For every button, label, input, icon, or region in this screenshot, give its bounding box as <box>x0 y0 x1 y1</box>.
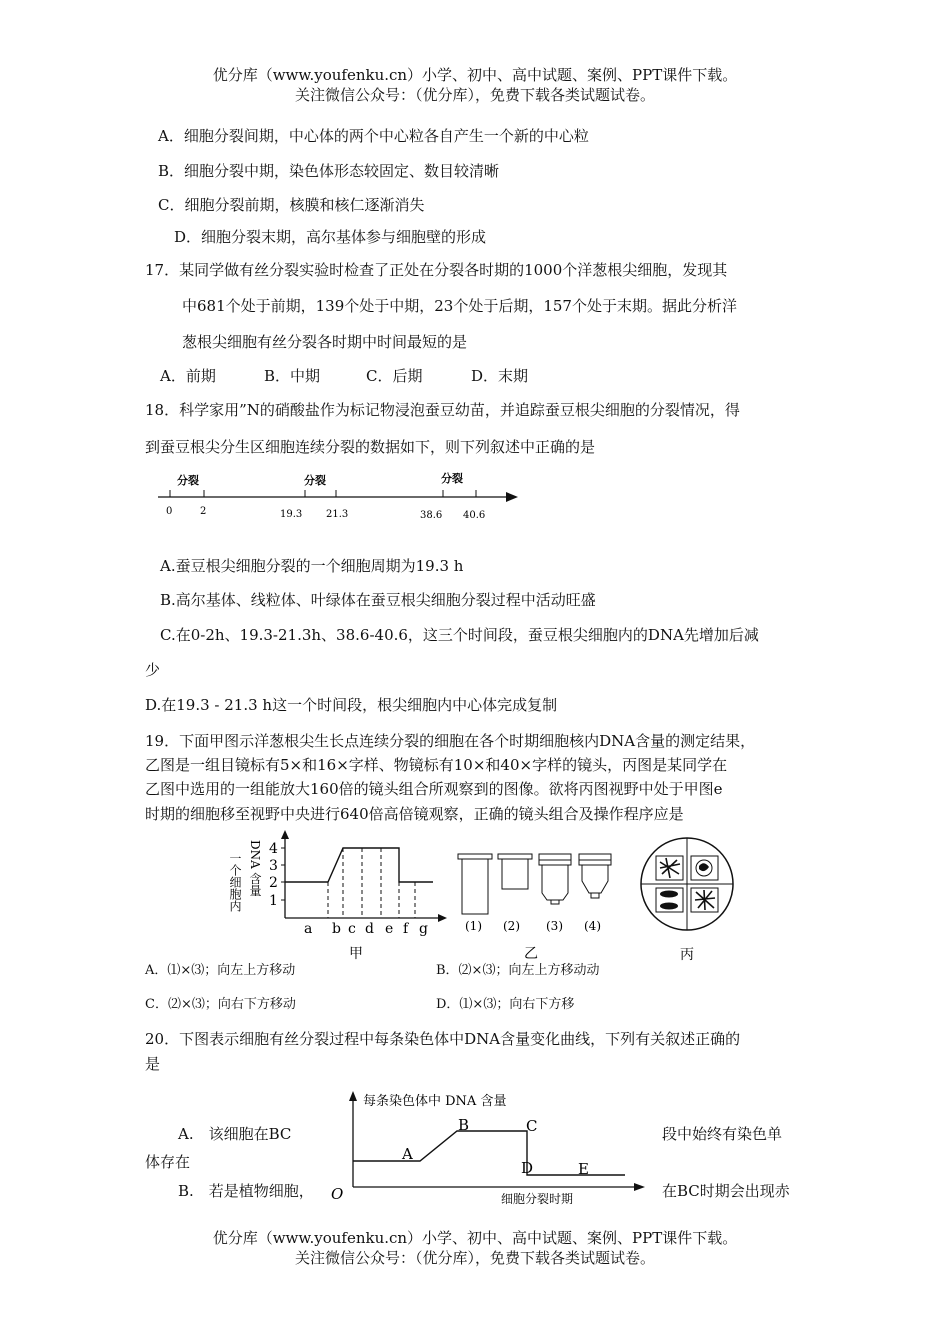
q20-point-c: C <box>526 1117 538 1135</box>
yi-label-1: (1) <box>465 919 482 933</box>
q20-point-a: A <box>402 1145 413 1163</box>
jia-caption: 甲 <box>349 946 363 962</box>
timeline-division-label-3: 分裂 <box>441 472 463 485</box>
q20-option-a-cont: 体存在 <box>145 1153 191 1171</box>
q17-line-3: 葱根尖细胞有丝分裂各时期中时间最短的是 <box>182 333 468 351</box>
jia-xtick-f: f <box>403 921 409 937</box>
q20-ylabel: 每条染色体中 DNA 含量 <box>363 1094 507 1109</box>
q17-option-a: A．前期 <box>160 367 216 385</box>
q18-option-c: C.在0-2h、19.3-21.3h、38.6-40.6，这三个时间段，蚕豆根尖细胞内的DNA先增加后减 <box>160 626 759 644</box>
timeline-tick-21-3: 21.3 <box>326 509 349 520</box>
yi-label-2: (2) <box>503 919 520 933</box>
q20-point-e: E <box>578 1160 589 1178</box>
jia-ytick-1: 1 <box>269 893 278 909</box>
q20-point-d: D <box>521 1159 534 1177</box>
jia-ylabel-b: 细胞内 <box>228 876 242 912</box>
jia-ylabel-a: 一个 <box>228 852 242 876</box>
q18-option-d: D.在19.3 - 21.3 h这一个时间段，根尖细胞内中心体完成复制 <box>145 696 558 714</box>
q17-option-d: D．末期 <box>471 367 529 385</box>
fig-bing <box>632 834 742 964</box>
q18-option-b: B.高尔基体、线粒体、叶绿体在蚕豆根尖细胞分裂过程中活动旺盛 <box>160 591 596 609</box>
q19-option-d: D．⑴×⑶；向右下方移 <box>436 997 575 1012</box>
q17-line-1: 17．某同学做有丝分裂实验时检查了正处在分裂各时期的1000个洋葱根尖细胞，发现其 <box>145 261 728 279</box>
bing-caption: 丙 <box>680 947 694 963</box>
q17-line-2: 中681个处于前期，139个处于中期，23个处于后期，157个处于末期。据此分析洋 <box>182 297 737 315</box>
yi-label-3: (3) <box>546 919 563 933</box>
q19-option-c: C．⑵×⑶；向右下方移动 <box>145 997 296 1012</box>
q16-option-b: B．细胞分裂中期，染色体形态较固定、数目较清晰 <box>158 162 500 180</box>
q17-option-c: C．后期 <box>366 367 423 385</box>
jia-xtick-g: g <box>419 921 428 937</box>
timeline-tick-38-6: 38.6 <box>420 510 443 521</box>
yi-label-4: (4) <box>584 919 601 933</box>
jia-xtick-a: a <box>304 921 313 937</box>
yi-caption: 乙 <box>524 946 538 962</box>
header-line-1: 优分库（www.youfenku.cn）小学、初中、高中试题、案例、PPT课件下载。 <box>212 66 738 84</box>
q20-option-b-right: 在BC时期会出现赤 <box>662 1182 790 1200</box>
q18-option-c-cont: 少 <box>145 661 161 679</box>
footer-line-2: 关注微信公众号：（优分库），免费下载各类试题试卷。 <box>294 1249 655 1267</box>
q18-option-a: A.蚕豆根尖细胞分裂的一个细胞周期为19.3 h <box>160 557 464 575</box>
fig-yi <box>452 848 624 963</box>
q20-chart <box>325 1085 655 1210</box>
jia-ylabel-c: DNA 含量 <box>248 840 262 897</box>
q17-option-b: B．中期 <box>264 367 321 385</box>
timeline-tick-40-6: 40.6 <box>463 510 486 521</box>
jia-xtick-c: c <box>348 921 356 937</box>
q20-xlabel: 细胞分裂时期 <box>501 1192 574 1206</box>
q19-line-1: 19．下面甲图示洋葱根尖生长点连续分裂的细胞在各个时期细胞核内DNA含量的测定结果， <box>145 732 756 750</box>
jia-ytick-3: 3 <box>269 858 278 874</box>
q19-line-2: 乙图是一组目镜标有5×和16×字样、物镜标有10×和40×字样的镜头，丙图是某同学在 <box>145 756 728 774</box>
jia-xtick-d: d <box>365 921 374 937</box>
q16-option-a: A．细胞分裂间期，中心体的两个中心粒各自产生一个新的中心粒 <box>158 127 589 145</box>
q20-line-2: 是 <box>145 1055 161 1073</box>
q18-line-1: 18．科学家用”N的硝酸盐作为标记物浸泡蚕豆幼苗，并追踪蚕豆根尖细胞的分裂情况，得 <box>145 401 740 419</box>
footer-line-1: 优分库（www.youfenku.cn）小学、初中、高中试题、案例、PPT课件下载。 <box>212 1229 738 1247</box>
q16-option-d: D．细胞分裂末期，高尔基体参与细胞壁的形成 <box>174 228 487 246</box>
q16-option-c: C．细胞分裂前期，核膜和核仁逐渐消失 <box>158 196 425 214</box>
timeline-division-label-2: 分裂 <box>304 474 326 487</box>
fig-jia <box>225 830 465 965</box>
q20-line-1: 20．下图表示细胞有丝分裂过程中每条染色体中DNA含量变化曲线，下列有关叙述正确的 <box>145 1030 741 1048</box>
timeline-tick-19-3: 19.3 <box>280 509 303 520</box>
timeline-tick-2: 2 <box>200 506 207 517</box>
jia-xtick-e: e <box>385 921 394 937</box>
q19-option-b: B．⑵×⑶；向左上方移动动 <box>436 963 600 978</box>
q20-point-b: B <box>458 1116 470 1134</box>
jia-xtick-b: b <box>332 921 341 937</box>
jia-ytick-4: 4 <box>269 841 278 857</box>
timeline-tick-0: 0 <box>166 506 173 517</box>
timeline-division-label-1: 分裂 <box>177 474 199 487</box>
q19-option-a: A．⑴×⑶；向左上方移动 <box>145 963 296 978</box>
q20-option-a-right: 段中始终有染色单 <box>662 1125 783 1143</box>
q19-line-3: 乙图中选用的一组能放大160倍的镜头组合所观察到的图像。欲将丙图视野中处于甲图e <box>145 780 723 798</box>
q19-line-4: 时期的细胞移至视野中央进行640倍高倍镜观察，正确的镜头组合及操作程序应是 <box>145 805 684 823</box>
q18-line-2: 到蚕豆根尖分生区细胞连续分裂的数据如下，则下列叙述中正确的是 <box>145 438 596 456</box>
header-line-2: 关注微信公众号：（优分库），免费下载各类试题试卷。 <box>294 86 655 104</box>
q18-timeline <box>150 470 530 522</box>
q20-option-a-left: A. 该细胞在BC <box>178 1125 292 1143</box>
jia-ytick-2: 2 <box>269 875 278 891</box>
q20-option-b-left: B. 若是植物细胞， <box>178 1182 314 1200</box>
q20-origin: O <box>331 1185 344 1203</box>
